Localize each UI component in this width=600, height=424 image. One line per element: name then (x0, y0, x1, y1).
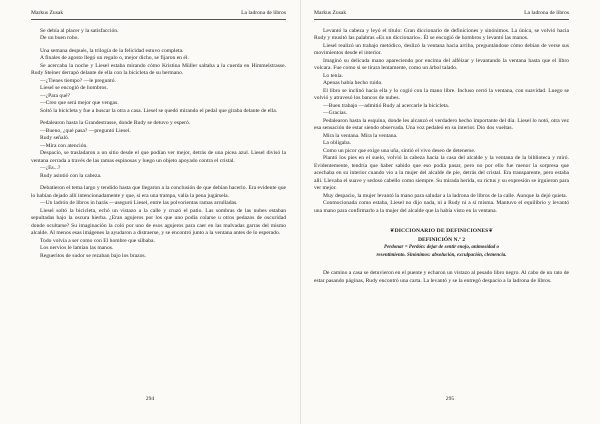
paragraph: Pedalearon hasta la esquina, donde les alcanzó el verdadero hecho importante del día. Liesel lo notó, otra vez esa sensación de estar siendo observada. Una voz pedaleó en su interior. Dio dos vueltas. (314, 117, 569, 131)
paragraph: Una semana después, la trilogía de la felicidad estuvo completa. (40, 47, 184, 54)
paragraph: —Mira con atención. (40, 142, 88, 149)
ornament-icon: ❦ (389, 228, 395, 234)
page-number: 294 (145, 396, 155, 402)
paragraph: —¿Para qué? (40, 92, 70, 99)
paragraph: —¿Tienes tiempo? —le preguntó. (40, 77, 116, 84)
paragraph: Regueritos de sudor se rezaban bajo los brazos. (40, 252, 146, 259)
paragraph: Se acercaba la noche y Liesel estaba mirando cómo Kristina Müller saltaba a la cuerda en Himmelstrasse. Rudy Steiner derrapó delante de ella con la bicicleta de su hermano. (31, 62, 286, 76)
paragraph: Liesel realizó un trabajo metódico, deslizó la ventana hacia arriba, preguntándose cómo debían de verse sus movimientos desde el interior. (314, 42, 569, 56)
paragraph: —Buen trabajo —admitió Rudy al acercarle la bicicleta. (323, 102, 450, 109)
definition-text: Perdonar = Perdón: dejar de sentir enojo, animosidad o (384, 245, 499, 250)
book-title: La ladrona de libros (241, 10, 286, 16)
ornament-icon: ❦ (488, 228, 494, 234)
paragraph: De un buen robo. (40, 35, 79, 41)
paragraph: Despacio, se trasladaron a un sitio desde el que podían ver mejor, detrás de una picea azul. Liesel divisó la ventana cerrada a través de las ramas espinosas y luego un objeto apoyado contra el cristal. (31, 150, 286, 164)
paragraph: Imaginó su delicada mano apareciendo por encima del alféizar y levantando la ventana hasta que el libro volcara. Fue como si se tirara lentamente, como un árbol talado. (314, 57, 569, 71)
paragraph: Como un picor que exige una uña, sintió el vivo deseo de detenerse. (323, 147, 476, 154)
page-header (31, 10, 286, 20)
paragraph: Todo volvía a ser como con El hombre que silbaba. (40, 237, 155, 244)
definition-heading: DEFINICIÓN N.º 2 (417, 237, 466, 243)
paragraph: Levantó la cabeza y leyó el título: Gran diccionario de definiciones y sinónimos. La única, se volvió hacia Rudy y musitó las palabras «Es un diccionario». Él se encogió de hombros y levantó las manos. (314, 27, 569, 41)
paragraph: De camino a casa se detuvieron en el puente y echaron un vistazo al pesado libro negro. Al cabo de un rato de estar pasando páginas, Rudy encontró una carta. La levantó y se la entregó despacio a la ladrona de libros. (314, 270, 569, 284)
paragraph: Debatieron el tema largo y tendido hasta que llegaron a la conclusión de que debían hacerlo. Era evidente que lo habían dejado allí intencionadamente y que, si era una trampa, valía la pena jugársela. (31, 185, 286, 199)
page-body (31, 28, 286, 261)
dictionary-title-line (314, 227, 569, 235)
paragraph: —Un ladrón de libros in harás —aseguró Liesel, entre las polvorientas ramas arrulladas. (40, 200, 238, 206)
paragraph: Plantó los pies en el suelo, volvió la cabeza hacia la casa del alcalde y la ventana de la biblioteca y miró. Evidentemente, tendría que haber sabido que eso podía pasar, pero no por ello fue menor la sorpresa que acechaba en su interior cuando vio a la mujer del alcalde de pie, detrás del cristal. Era transparente, pero estaba allí. Llevaba el suave y sedoso cabello como siempre. Su mirada herida, su rictus y su expresión se irguieron para ver mejor. (314, 155, 569, 191)
paragraph: La obligaba. (323, 140, 351, 146)
paragraph: Rudy señaló. (40, 135, 70, 141)
paragraph: Los nervios le lamían las manos. (40, 245, 114, 251)
book-title: La ladrona de libros (524, 10, 569, 16)
paragraph: Muy despacio, la mujer levantó la mano para saludar a la ladrona de libros de la calle. Aunque la dejó quieta. (323, 192, 568, 199)
author-name: Markus Zusak (31, 10, 64, 16)
author-name: Markus Zusak (314, 10, 347, 16)
page-number: 295 (445, 396, 455, 402)
paragraph: Liesel se encogió de hombros. (40, 85, 108, 91)
paragraph: Soltó la bicicleta y fue a buscar la otra a casa. Liesel se quedó mirando el pedal que giraba delante de ella. (40, 107, 278, 114)
paragraph: —Bueno, ¿qué pasa? —preguntó Liesel. (40, 127, 131, 134)
paragraph: Apenas había hecho ruido. (323, 80, 383, 86)
dictionary-title: DICCIONARIO DE DEFINICIONES (394, 228, 489, 234)
definition-text: resentimiento. Sinónimos: absolución, exculpación, clemencia. (376, 252, 507, 258)
paragraph: Conmocionada como estaba, Liesel no dijo nada, ni a Rudy ni a sí misma. Mantuvo el equilibrio y levantó una mano para confirmarlo a la mujer del alcalde que la había visto en la ventana. (314, 200, 569, 214)
paragraph: Liesel soltó la bicicleta, echó un vistazo a la calle y cruzó el patio. Las sombras de las nubes estaban sepultadas bajo la oscura hierba. ¿Eran agujeros por los que uno podía colarse u otros pedazos de oscuridad donde ocultarse? Su imaginación la coló por uno de esos agujeros para caer en las malvadas garras del mismo alcalde. Al menos esas imágenes la ayudaron a distraerse, y se encontró junto a la ventana antes de lo esperado. (31, 207, 286, 236)
paragraph: Pedalearon hasta la Grandestrasse, donde Rudy se detuvo y esperó. (40, 120, 191, 126)
dictionary-box (314, 227, 569, 259)
paragraph: A finales de agosto llegó un regalo o, mejor dicho, se fijaron en él. (40, 55, 189, 61)
page-body (314, 28, 569, 286)
paragraph: Rudy asintió con la cabeza. (40, 172, 102, 179)
right-page (300, 0, 600, 424)
page-header (314, 10, 569, 20)
paragraph: —¿Es...? (40, 165, 61, 171)
paragraph: Se debía al placer y la satisfacción. (40, 27, 119, 34)
paragraph: Mira la ventana. Mira la ventana. (323, 132, 398, 139)
text-block (314, 28, 569, 216)
paragraph: —Creo que será mejor que vengas. (40, 100, 119, 106)
paragraph: —Gracias. (323, 110, 348, 116)
paragraph: Lo tenía. (323, 72, 343, 79)
paragraph: El libro se inclinó hacia ella y lo cogió con la mano libre. Incluso cerró la ventana, con suavidad. Luego se volvió y atravesó los bancos de nubes. (314, 87, 569, 101)
